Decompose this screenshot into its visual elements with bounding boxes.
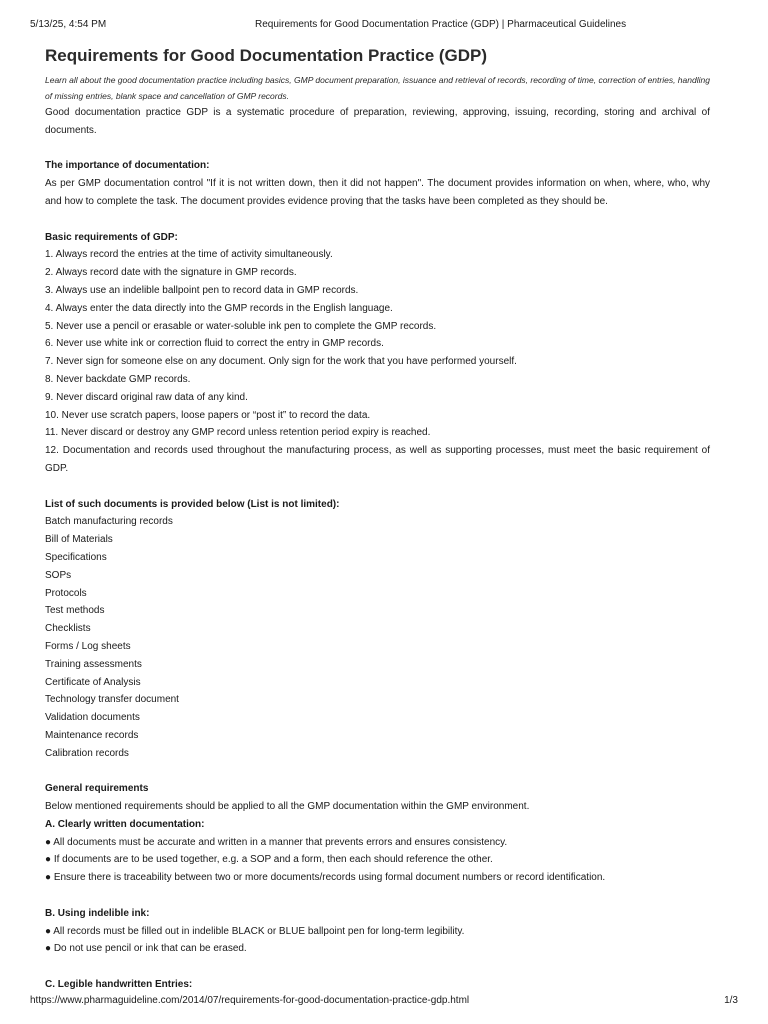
list-item: 7. Never sign for someone else on any document. Only sign for the work that you have performed yourself. <box>45 356 517 368</box>
list-item: 1. Always record the entries at the time of activity simultaneously. <box>45 249 333 261</box>
print-footer <box>30 995 738 1009</box>
list-item: Test methods <box>45 605 105 617</box>
basic-requirements-list <box>45 246 710 477</box>
list-item: Batch manufacturing records <box>45 516 173 528</box>
list-item: Bill of Materials <box>45 534 113 546</box>
basic-requirements-heading: Basic requirements of GDP: <box>45 231 178 243</box>
list-item: 4. Always enter the data directly into the GMP records in the English language. <box>45 302 393 314</box>
print-page-title: Requirements for Good Documentation Practice (GDP) | Pharmaceutical Guidelines <box>255 19 627 30</box>
page-number: 1/3 <box>724 995 738 1006</box>
list-item: Validation documents <box>45 712 140 724</box>
page-url: https://www.pharmaguideline.com/2014/07/requirements-for-good-documentation-practice-gdp.html <box>30 995 470 1006</box>
section-b-heading: B. Using indelible ink: <box>45 907 150 919</box>
list-item: 12. Documentation and records used throughout the manufacturing process, as well as supporting processes, must meet the basic requirement of GDP. <box>45 445 710 474</box>
list-item: 6. Never use white ink or correction fluid to correct the entry in GMP records. <box>45 338 384 350</box>
print-header <box>30 19 738 33</box>
importance-heading: The importance of documentation: <box>45 160 210 172</box>
general-requirements-text: Below mentioned requirements should be applied to all the GMP documentation within the GMP environment. <box>45 801 530 813</box>
list-item: ● Ensure there is traceability between two or more documents/records using formal document numbers or record identification. <box>45 872 606 884</box>
general-requirements-heading: General requirements <box>45 783 149 795</box>
list-item: 2. Always record date with the signature in GMP records. <box>45 267 297 279</box>
list-item: 9. Never discard original raw data of any kind. <box>45 391 248 403</box>
list-item: ● Do not use pencil or ink that can be erased. <box>45 943 247 955</box>
list-item: Protocols <box>45 587 87 599</box>
section-b-list <box>45 923 710 959</box>
list-item: Forms / Log sheets <box>45 640 131 652</box>
list-item: 5. Never use a pencil or erasable or water-soluble ink pen to complete the GMP records. <box>45 320 437 332</box>
print-datetime: 5/13/25, 4:54 PM <box>30 19 107 30</box>
intro-paragraph: Good documentation practice GDP is a systematic procedure of preparation, reviewing, approving, issuing, recording, storing and archival of documents. <box>45 107 710 136</box>
importance-paragraph: As per GMP documentation control "If it is not written down, then it did not happen". The document provides information on when, where, who, why and how to complete the task. The document provides evidence proving that the tasks have been completed as they should be. <box>45 178 710 207</box>
section-c-heading: C. Legible handwritten Entries: <box>45 979 193 991</box>
list-item: 11. Never discard or destroy any GMP record unless retention period expiry is reached. <box>45 427 431 439</box>
list-item: Maintenance records <box>45 729 139 741</box>
list-item: ● All records must be filled out in indelible BLACK or BLUE ballpoint pen for long-term legibility. <box>45 925 465 937</box>
documents-list-heading: List of such documents is provided below (List is not limited): <box>45 498 340 510</box>
list-item: Training assessments <box>45 658 142 670</box>
article-body <box>45 72 710 994</box>
list-item: Certificate of Analysis <box>45 676 141 688</box>
list-item: SOPs <box>45 569 72 581</box>
article-summary: Learn all about the good documentation practice including basics, GMP document preparation, issuance and retrieval of records, recording of time, correction of entries, handling of missing entries, blank space and cancellation of GMP records. <box>45 75 710 101</box>
article-title: Requirements for Good Documentation Practice (GDP) <box>45 46 488 65</box>
list-item: Checklists <box>45 623 91 635</box>
documents-list <box>45 513 710 762</box>
list-item: 8. Never backdate GMP records. <box>45 373 191 385</box>
list-item: Specifications <box>45 551 107 563</box>
list-item: 10. Never use scratch papers, loose papers or “post it” to record the data. <box>45 409 371 421</box>
list-item: 3. Always use an indelible ballpoint pen to record data in GMP records. <box>45 284 359 296</box>
list-item: ● If documents are to be used together, e.g. a SOP and a form, then each should reference the other. <box>45 854 493 866</box>
section-a-list <box>45 834 710 887</box>
section-a-heading: A. Clearly written documentation: <box>45 818 205 830</box>
list-item: ● All documents must be accurate and written in a manner that prevents errors and ensures consistency. <box>45 836 508 848</box>
list-item: Calibration records <box>45 747 129 759</box>
list-item: Technology transfer document <box>45 694 179 706</box>
